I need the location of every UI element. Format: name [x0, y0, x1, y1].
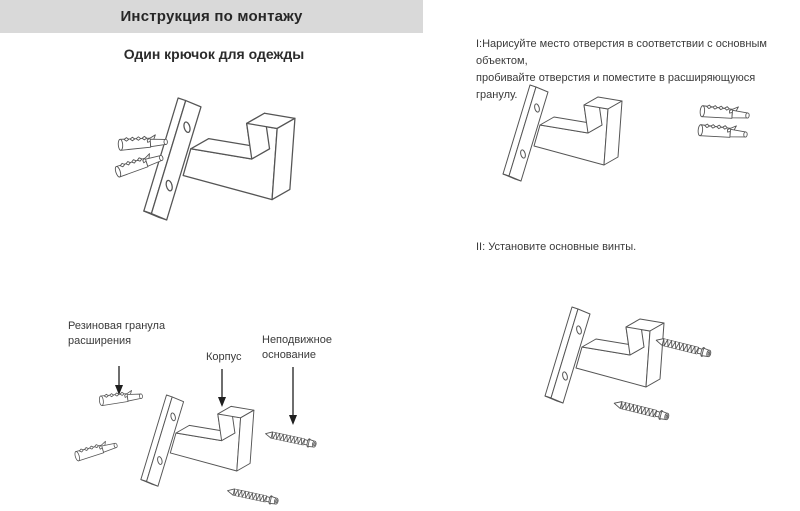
down-arrow-icon [289, 367, 297, 425]
label-fixed-base: Неподвижное основание [262, 334, 332, 361]
down-arrow-icon [218, 369, 226, 407]
wall-hook-isometric-drawing [545, 307, 664, 403]
label-expansion-plug: Резиновая гранула расширения [68, 320, 166, 347]
step2-diagram [540, 300, 780, 425]
expansion-anchor-drawing [700, 104, 750, 121]
expansion-anchor-drawing [118, 134, 168, 150]
step1-line2: пробивайте отверстия и поместите в расширяющуюся гранулу. [476, 72, 756, 101]
label-body: Корпус [206, 351, 242, 363]
down-arrow-icon [115, 366, 123, 395]
expansion-anchor-drawing [99, 389, 143, 406]
wall-hook-isometric-drawing [141, 395, 254, 486]
mounting-screw-drawing [265, 430, 317, 449]
step1-diagram [490, 85, 780, 185]
expansion-anchor-drawing [74, 438, 119, 461]
assembled-hook-diagram [95, 90, 310, 230]
exploded-parts-diagram [60, 365, 340, 511]
mounting-screw-drawing [227, 487, 279, 506]
wall-hook-isometric-drawing [503, 85, 622, 181]
page-title: Инструкция по монтажу [120, 8, 303, 25]
step2-instruction: II: Установите основные винты. [476, 241, 637, 253]
product-title: Один крючок для одежды [123, 46, 305, 62]
mounting-screw-drawing [613, 399, 670, 421]
header-bar [0, 0, 423, 33]
expansion-anchor-drawing [698, 123, 748, 140]
wall-hook-isometric-drawing [144, 98, 295, 220]
mounting-screw-drawing [655, 336, 712, 358]
step1-line1: I:Нарисуйте место отверстия в соответствии с основным объектом, [476, 38, 767, 67]
